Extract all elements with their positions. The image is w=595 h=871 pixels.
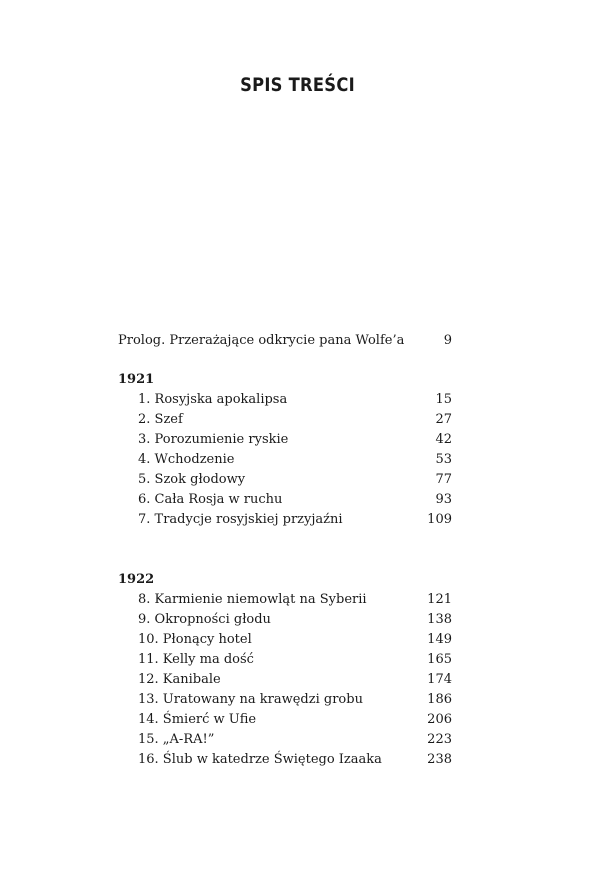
toc-page-number: 9 <box>443 333 452 348</box>
toc-entry-label: 4. Wchodzenie <box>138 452 235 467</box>
toc-page-number: 174 <box>427 672 452 687</box>
toc-page-number: 223 <box>427 732 452 747</box>
toc-page-number: 121 <box>427 592 452 607</box>
toc-page-number: 109 <box>427 512 452 527</box>
toc-entry-label: 11. Kelly ma dość <box>138 652 254 667</box>
toc-entry-label: 12. Kanibale <box>138 672 221 687</box>
toc-entry-label: 10. Płonący hotel <box>138 632 252 647</box>
toc-entry[interactable] <box>118 610 452 630</box>
toc-entry[interactable] <box>118 670 452 690</box>
toc-entry-label: 14. Śmierć w Ufie <box>138 712 257 727</box>
toc-entry[interactable] <box>118 750 452 770</box>
toc-entry-label: 13. Uratowany na krawędzi grobu <box>138 692 363 707</box>
section-heading-1922: 1922 <box>118 572 155 587</box>
toc-entry[interactable] <box>118 430 452 450</box>
toc-entry[interactable] <box>118 710 452 730</box>
toc-entry-label: 7. Tradycje rosyjskiej przyjaźni <box>138 512 343 527</box>
toc-entry-prolog[interactable] <box>118 331 452 351</box>
toc-entry[interactable] <box>118 450 452 470</box>
toc-entry[interactable] <box>118 470 452 490</box>
toc-entry[interactable] <box>118 410 452 430</box>
toc-entry[interactable] <box>118 730 452 750</box>
toc-page-number: 138 <box>427 612 452 627</box>
toc-entry-label: 16. Ślub w katedrze Świętego Izaaka <box>138 752 382 767</box>
toc-entry-label: 15. „A-RA!” <box>138 732 215 747</box>
toc-entry[interactable] <box>118 390 452 410</box>
toc-entry[interactable] <box>118 690 452 710</box>
toc-page-number: 93 <box>435 492 452 507</box>
toc-page-number: 206 <box>427 712 452 727</box>
toc-entry-label: 5. Szok głodowy <box>138 472 246 487</box>
toc-entry[interactable] <box>118 490 452 510</box>
page-title: SPIS TREŚCI <box>240 74 355 96</box>
toc-page-number: 238 <box>427 752 452 767</box>
toc-entry-label: 2. Szef <box>138 412 183 427</box>
spacer <box>118 530 452 570</box>
toc-page-number: 42 <box>435 432 452 447</box>
toc-page-number: 77 <box>435 472 452 487</box>
toc-entry[interactable] <box>118 590 452 610</box>
section-heading-1921: 1921 <box>118 372 155 387</box>
toc-entry-label: 3. Porozumienie ryskie <box>138 432 289 447</box>
toc-page-number: 27 <box>435 412 452 427</box>
toc-page-number: 53 <box>435 452 452 467</box>
toc-entry-label: Prolog. Przerażające odkrycie pana Wolfe’a <box>118 333 405 348</box>
toc-page-number: 165 <box>427 652 452 667</box>
toc-page-number: 186 <box>427 692 452 707</box>
toc-entry-label: 8. Karmienie niemowląt na Syberii <box>138 592 367 607</box>
toc-entry-label: 6. Cała Rosja w ruchu <box>138 492 283 507</box>
toc-entry-label: 1. Rosyjska apokalipsa <box>138 392 288 407</box>
toc-entry[interactable] <box>118 510 452 530</box>
toc-entry[interactable] <box>118 650 452 670</box>
spacer <box>118 351 452 370</box>
toc-entry-label: 9. Okropności głodu <box>138 612 271 627</box>
toc-page-number: 149 <box>427 632 452 647</box>
toc-entry[interactable] <box>118 630 452 650</box>
toc-page-number: 15 <box>435 392 452 407</box>
table-of-contents <box>118 331 452 770</box>
